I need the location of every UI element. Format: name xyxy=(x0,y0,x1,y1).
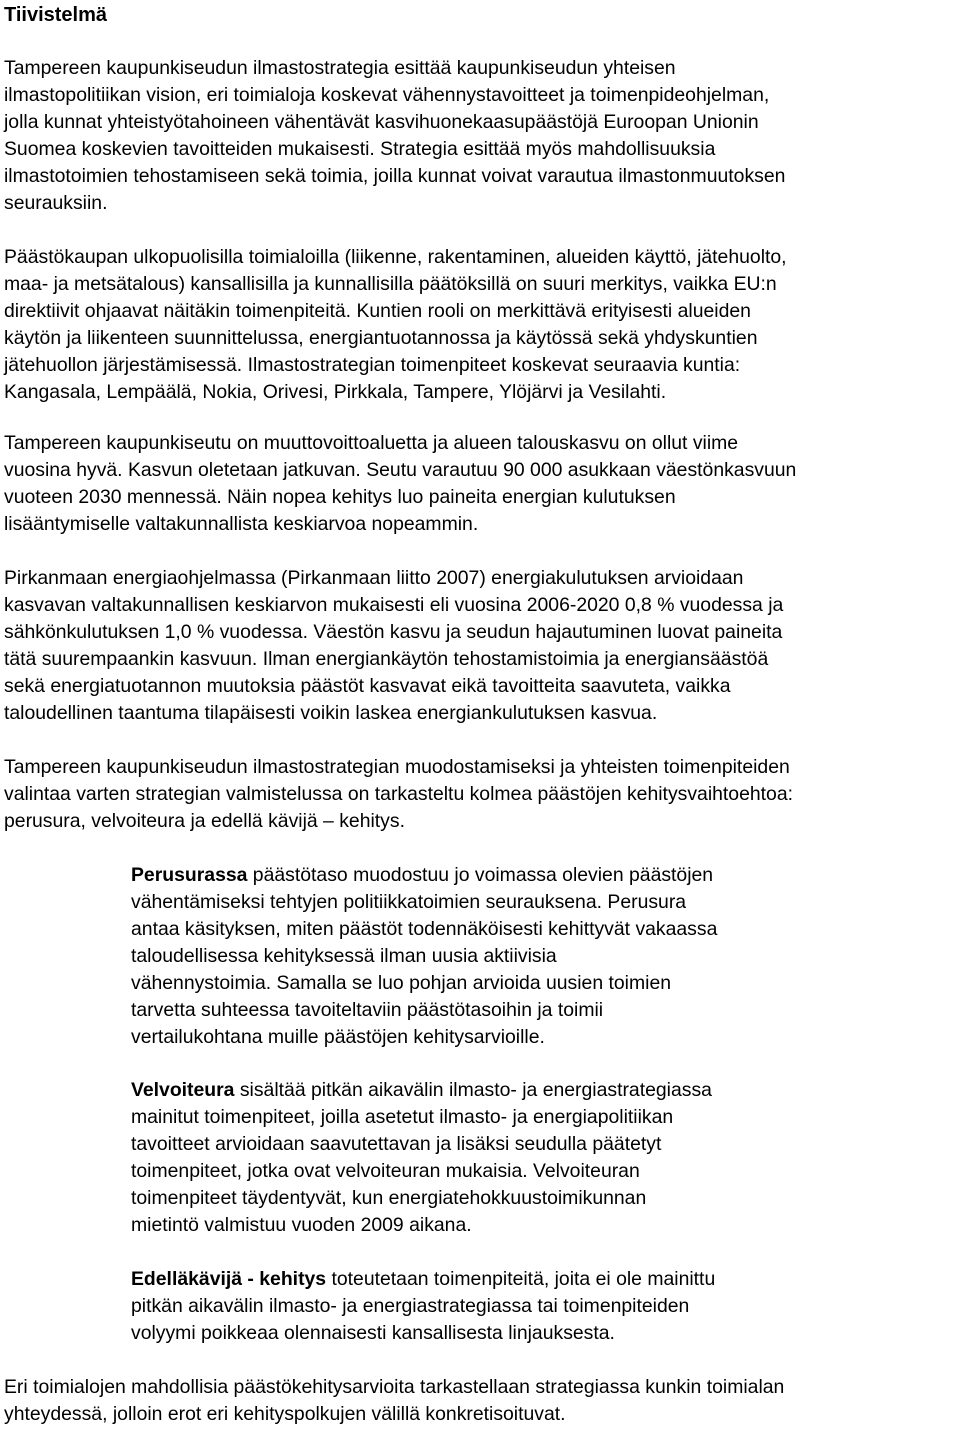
text-line: jolla kunnat yhteistyötahoineen vähentävät kasvihuonekaasupäästöjä Euroopan Unionin xyxy=(4,111,759,133)
text-line: käytön ja liikenteen suunnittelussa, energiantuotannossa ja käytössä sekä yhdyskuntien xyxy=(4,327,758,349)
text-line: tätä suurempaankin kasvuun. Ilman energiankäytön tehostamistoimia ja energiansäästöä xyxy=(4,648,769,670)
text-line: vertailukohtana muille päästöjen kehitysarvioille. xyxy=(131,1026,545,1048)
paragraph-energy-program xyxy=(4,565,954,727)
text-line: toimenpiteet, jotka ovat velvoiteuran mukaisia. Velvoiteuran xyxy=(131,1160,640,1182)
text-line: Tampereen kaupunkiseudun ilmastostrategian muodostamiseksi ja yhteisten toimenpiteiden xyxy=(4,756,790,778)
text-line: sähkönkulutuksen 1,0 % vuodessa. Väestön kasvu ja seudun hajautuminen luovat paineita xyxy=(4,621,783,643)
paragraph-sectors xyxy=(4,244,954,406)
paragraph-closing xyxy=(4,1374,954,1428)
text-line xyxy=(131,862,851,889)
text-line: pitkän aikavälin ilmasto- ja energiastrategiassa tai toimenpiteiden xyxy=(131,1295,690,1317)
text-line: toimenpiteet täydentyvät, kun energiatehokkuustoimikunnan xyxy=(131,1187,647,1209)
text-line: lisääntymiselle valtakunnallista keskiarvoa nopeammin. xyxy=(4,513,479,535)
text-line: Kangasala, Lempäälä, Nokia, Orivesi, Pirkkala, Tampere, Ylöjärvi ja Vesilahti. xyxy=(4,381,667,403)
text-line xyxy=(131,1266,851,1293)
scenario-perusura xyxy=(131,862,851,1051)
text-line: vähentämiseksi tehtyjen politiikkatoimien seurauksena. Perusura xyxy=(131,891,687,913)
text-line: ilmastotoimien tehostamiseen sekä toimia, joilla kunnat voivat varautua ilmastonmuutoksen xyxy=(4,165,786,187)
text-line: Eri toimialojen mahdollisia päästökehitysarvioita tarkastellaan strategiassa kunkin toimialan xyxy=(4,1376,785,1398)
text-line: perusura, velvoiteura ja edellä kävijä – kehitys. xyxy=(4,810,405,832)
text-line: Päästökaupan ulkopuolisilla toimialoilla (liikenne, rakentaminen, alueiden käyttö, jätehuolto, xyxy=(4,246,787,268)
scenario-term: Velvoiteura xyxy=(131,1079,235,1101)
text-line: Suomea koskevien tavoitteiden mukaisesti. Strategia esittää myös mahdollisuuksia xyxy=(4,138,716,160)
text-line: kasvavan valtakunnallisen keskiarvon mukaisesti eli vuosina 2006-2020 0,8 % vuodessa ja xyxy=(4,594,784,616)
text-line: Tampereen kaupunkiseutu on muuttovoittoaluetta ja alueen talouskasvu on ollut viime xyxy=(4,432,739,454)
text-line: yhteydessä, jolloin erot eri kehityspolkujen välillä konkretisoituvat. xyxy=(4,1403,566,1425)
text-line: sekä energiatuotannon muutoksia päästöt kasvavat eikä tavoitteita saavuteta, vaikka xyxy=(4,675,731,697)
paragraph-growth xyxy=(4,430,954,538)
paragraph-intro xyxy=(4,55,954,217)
text-line: volyymi poikkeaa olennaisesti kansallisesta linjauksesta. xyxy=(131,1322,615,1344)
scenario-term: Perusurassa xyxy=(131,864,248,886)
scenario-text: päästötaso muodostuu jo voimassa olevien päästöjen xyxy=(247,864,714,886)
text-line: vuoteen 2030 mennessä. Näin nopea kehitys luo paineita energian kulutuksen xyxy=(4,486,676,508)
text-line xyxy=(131,1077,851,1104)
text-line: tavoitteet arvioidaan saavutettavan ja lisäksi seudulla päätetyt xyxy=(131,1133,662,1155)
text-line: ilmastopolitiikan vision, eri toimialoja koskevat vähennystavoitteet ja toimenpideohjelman, xyxy=(4,84,770,106)
paragraph-scenarios-intro xyxy=(4,754,954,835)
text-line: taloudellinen taantuma tilapäisesti voikin laskea energiankulutuksen kasvua. xyxy=(4,702,658,724)
scenario-edellakavija xyxy=(131,1266,851,1347)
scenario-text: toteutetaan toimenpiteitä, joita ei ole mainittu xyxy=(326,1268,716,1290)
scenario-velvoiteura xyxy=(131,1077,851,1239)
page-title: Tiivistelmä xyxy=(4,4,108,26)
text-line: jätehuollon järjestämisessä. Ilmastostrategian toimenpiteet koskevat seuraavia kuntia: xyxy=(4,354,741,376)
text-line: antaa käsityksen, miten päästöt todennäköisesti kehittyvät vakaassa xyxy=(131,918,718,940)
scenario-text: sisältää pitkän aikavälin ilmasto- ja energiastrategiassa xyxy=(234,1079,712,1101)
text-line: vähennystoimia. Samalla se luo pohjan arvioida uusien toimien xyxy=(131,972,672,994)
text-line: vuosina hyvä. Kasvun oletetaan jatkuvan. Seutu varautuu 90 000 asukkaan väestönkasvuun xyxy=(4,459,797,481)
text-line: Pirkanmaan energiaohjelmassa (Pirkanmaan liitto 2007) energiakulutuksen arvioidaan xyxy=(4,567,744,589)
text-line: direktiivit ohjaavat näitäkin toimenpiteitä. Kuntien rooli on merkittävä erityisesti alueiden xyxy=(4,300,751,322)
text-line: mainitut toimenpiteet, joilla asetetut ilmasto- ja energiapolitiikan xyxy=(131,1106,674,1128)
text-line: maa- ja metsätalous) kansallisilla ja kunnallisilla päätöksillä on suuri merkitys, vaikka EU:n xyxy=(4,273,777,295)
scenario-term: Edelläkävijä - kehitys xyxy=(131,1268,327,1290)
text-line: Tampereen kaupunkiseudun ilmastostrategia esittää kaupunkiseudun yhteisen xyxy=(4,57,676,79)
text-line: mietintö valmistuu vuoden 2009 aikana. xyxy=(131,1214,472,1236)
text-line: seurauksiin. xyxy=(4,192,108,214)
text-line: taloudellisessa kehityksessä ilman uusia aktiivisia xyxy=(131,945,557,967)
text-line: valintaa varten strategian valmistelussa on tarkasteltu kolmea päästöjen kehitysvaihtoehtoa: xyxy=(4,783,793,805)
text-line: tarvetta suhteessa tavoiteltaviin päästötasoihin ja toimii xyxy=(131,999,604,1021)
